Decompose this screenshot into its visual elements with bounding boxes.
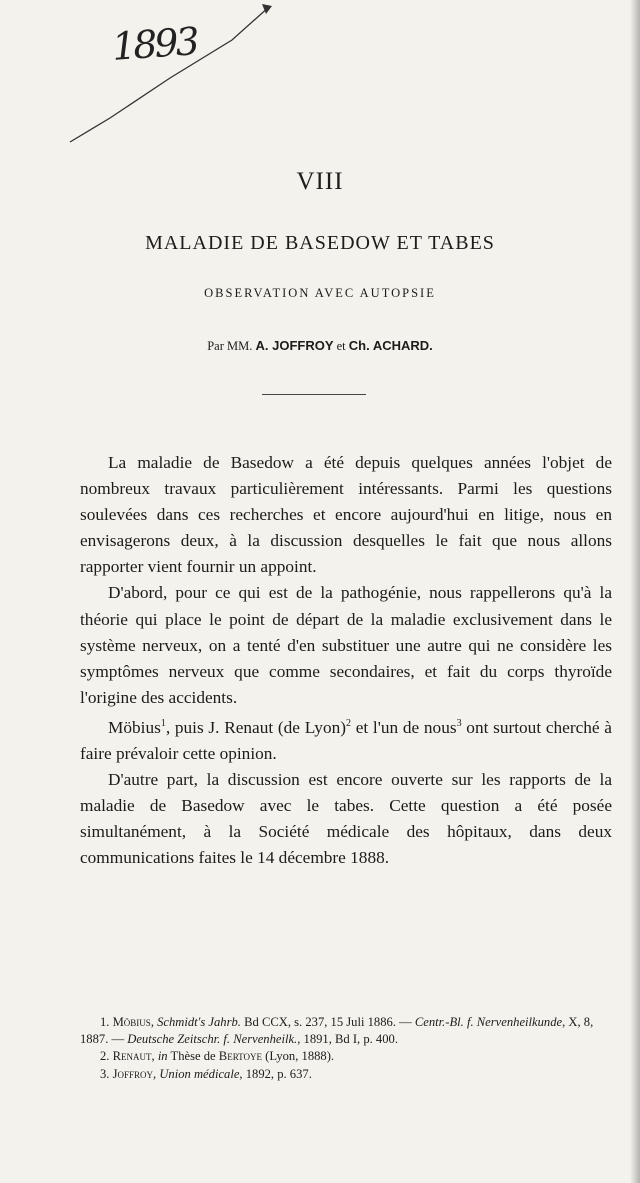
paragraph-text: ont surtout cherché à faire prévaloir cette opinion. (80, 717, 612, 763)
footnote-journal: Union médicale (159, 1066, 240, 1081)
paragraph: D'autre part, la discussion est encore ouverte sur les rapports de la maladie de Basedow avec le tabes. Cette question a été posée simultanément, à la Société médicale des hôpitaux, dans deux communications faites le 14 décembre 1888. (80, 769, 612, 868)
title-divider (262, 394, 366, 395)
footnote-text: , X, 8, 1887. — (80, 1015, 594, 1047)
footnote-journal: Schmidt's Jahrb. (157, 1015, 241, 1029)
footnote-number: 2. (100, 1049, 110, 1064)
footnote-ref[interactable]: 2 (345, 717, 351, 729)
article-subtitle: OBSERVATION AVEC AUTOPSIE (204, 286, 436, 300)
author-prefix: Par MM. (207, 339, 253, 353)
author-first: A. JOFFROY (255, 338, 334, 353)
footnote-author: Möbius (112, 1015, 151, 1029)
footnote-ref[interactable]: 3 (456, 717, 462, 729)
footnote-journal: Centr.-Bl. f. Nervenheilkunde (414, 1015, 563, 1029)
footnote-text: (Lyon, 1888). (262, 1049, 335, 1064)
paragraph: D'abord, pour ce qui est de la pathogénie, nous rappellerons qu'à la théorie qui place le point de départ de la maladie exclusivement dans le système nerveux, on a tenté d'en substituer une autre qui ne considère les symptômes nerveux que comme secondaires, et fait du corps thyroïde l'origine des accidents. (80, 583, 612, 707)
footnote-number: 1. (100, 1015, 110, 1029)
footnote-journal: Deutsche Zeitschr. f. Nervenheilk. (127, 1032, 298, 1047)
footnote-author: Joffroy (112, 1066, 154, 1081)
footnotes (80, 1014, 620, 1083)
footnote-3 (80, 1066, 620, 1083)
article-title: MALADIE DE BASEDOW ET TABES (145, 232, 495, 254)
author-conjunction: et (336, 339, 346, 353)
paragraph-text: et l'un de nous (350, 717, 457, 737)
footnote-author: Bertoye (218, 1049, 262, 1064)
footnote-text: , 1891, Bd I, p. 400. (297, 1032, 398, 1047)
footnote-text: Thèse de (167, 1049, 219, 1064)
page-edge-shadow (630, 0, 640, 1183)
paragraph: La maladie de Basedow a été depuis quelques années l'objet de nombreux travaux particulièrement intéressants. Parmi les questions soulevées dans ces recherches et encore aujourd'hui en litige, nous en envisagerons deux, à la discussion desquelles le fait que nous allons rapporter vient fournir un appoint. (80, 453, 612, 577)
footnote-2 (80, 1048, 620, 1065)
footnote-separator: , (151, 1049, 158, 1064)
footnote-separator: , (150, 1015, 158, 1029)
author-line (0, 338, 640, 354)
footnote-text: in (157, 1049, 168, 1064)
handwritten-annotation: 1893 (110, 19, 199, 69)
footnote-ref[interactable]: 1 (160, 717, 166, 729)
footnote-author: Renaut (112, 1049, 152, 1064)
article-body (80, 450, 612, 871)
footnote-1 (80, 1014, 620, 1048)
paragraph (80, 711, 612, 767)
author-second: Ch. ACHARD. (348, 338, 433, 353)
footnote-number: 3. (100, 1066, 110, 1081)
paragraph-text: , puis J. Renaut (de Lyon) (165, 717, 346, 737)
footnote-text: , 1892, p. 637. (239, 1066, 312, 1081)
paragraph-text: Möbius (108, 717, 161, 737)
footnote-separator: , (153, 1066, 160, 1081)
chapter-number: VIII (296, 168, 344, 195)
footnote-text: Bd CCX, s. 237, 15 Juli 1886. — (240, 1015, 415, 1029)
